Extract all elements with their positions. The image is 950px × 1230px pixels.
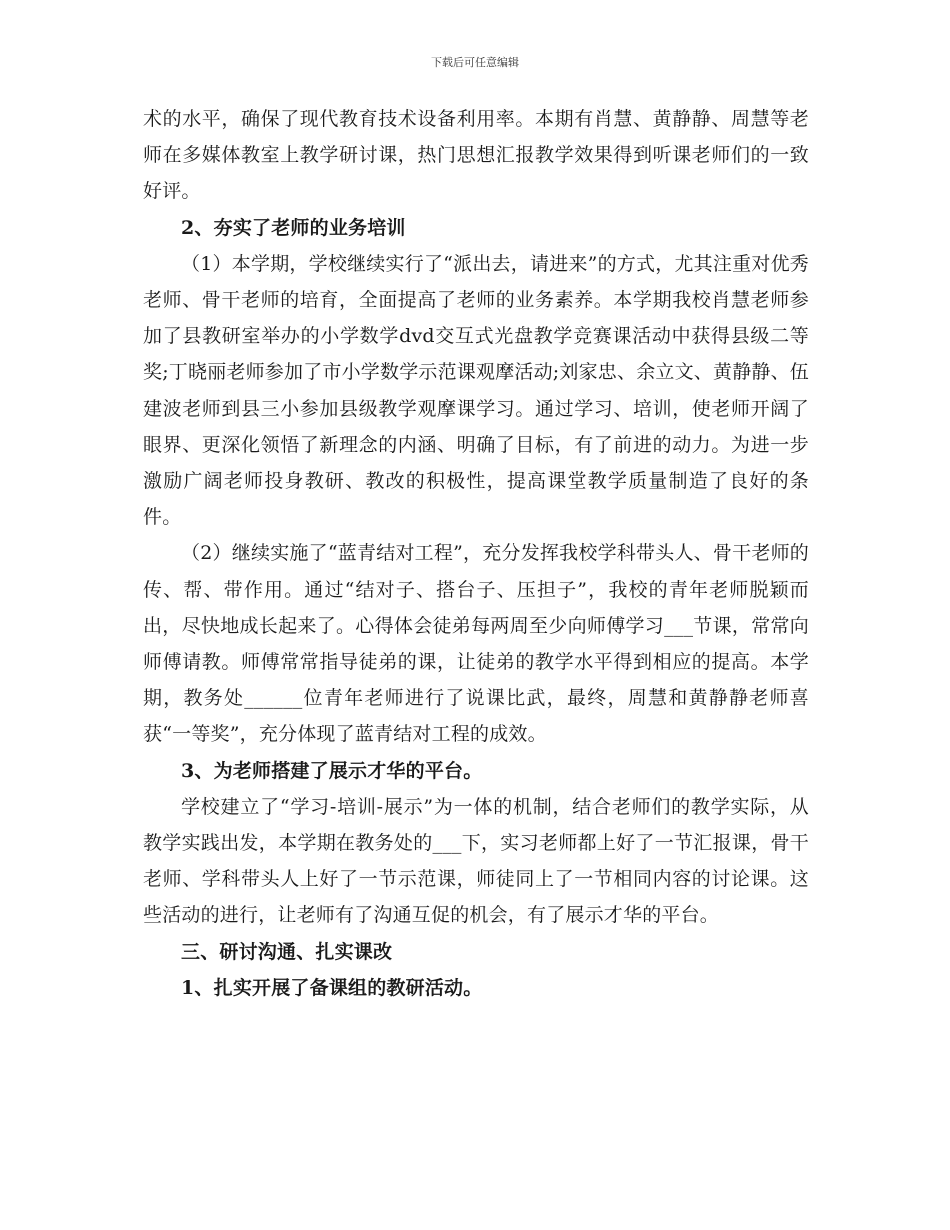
section-heading-teacher-training: 2、夯实了老师的业务培训: [181, 216, 406, 239]
subsection-heading-lesson-prep: 1、扎实开展了备课组的教研活动。: [181, 976, 483, 999]
page-header: 下载后可任意编辑: [431, 56, 519, 69]
paragraph-continuation: 术的水平，确保了现代教育技术设备利用率。本期有肖慧、黄静静、周慧等老师在多媒体教室上教学研讨课，热门思想汇报教学效果得到听课老师们的一致好评。: [143, 108, 809, 203]
document-body: [143, 101, 809, 1006]
paragraph-training-1: （1）本学期，学校继续实行了“派出去，请进来”的方式，尤其注重对优秀老师、骨干老师的培育，全面提高了老师的业务素养。本学期我校肖慧老师参加了县教研室举办的小学数学dvd交互式光盘教学竞赛课活动中获得县级二等奖;丁晓丽老师参加了市小学数学示范课观摩活动;刘家忠、余立文、黄静静、伍建波老师到县三小参加县级教学观摩课学习。通过学习、培训，使老师开阔了眼界、更深化领悟了新理念的内涵、明确了目标，有了前进的动力。为进一步激励广阔老师投身教研、教改的积极性，提高课堂教学质量制造了良好的条件。: [143, 252, 810, 529]
paragraph-showcase: 学校建立了“学习-培训-展示”为一体的机制，结合老师们的教学实际，从教学实践出发，本学期在教务处的___下，实习老师都上好了一节汇报课，骨干老师、学科带头人上好了一节示范课，师徒同上了一节相同内容的讨论课。这些活动的进行，让老师有了沟通互促的机会，有了展示才华的平台。: [143, 795, 809, 927]
paragraph-training-2: （2）继续实施了“蓝青结对工程”，充分发挥我校学科带头人、骨干老师的传、帮、带作用。通过“结对子、搭台子、压担子”，我校的青年老师脱颖而出，尽快地成长起来了。心得体会徒弟每两周至少向师傅学习___节课，常常向师傅请教。师傅常常指导徒弟的课，让徒弟的教学水平得到相应的提高。本学期，教务处______位青年老师进行了说课比武，最终，周慧和黄静静老师喜获“一等奖”，充分体现了蓝青结对工程的成效。: [143, 542, 809, 746]
section-heading-research-reform: 三、研讨沟通、扎实课改: [181, 940, 393, 963]
section-heading-showcase-platform: 3、为老师搭建了展示才华的平台。: [181, 759, 483, 782]
